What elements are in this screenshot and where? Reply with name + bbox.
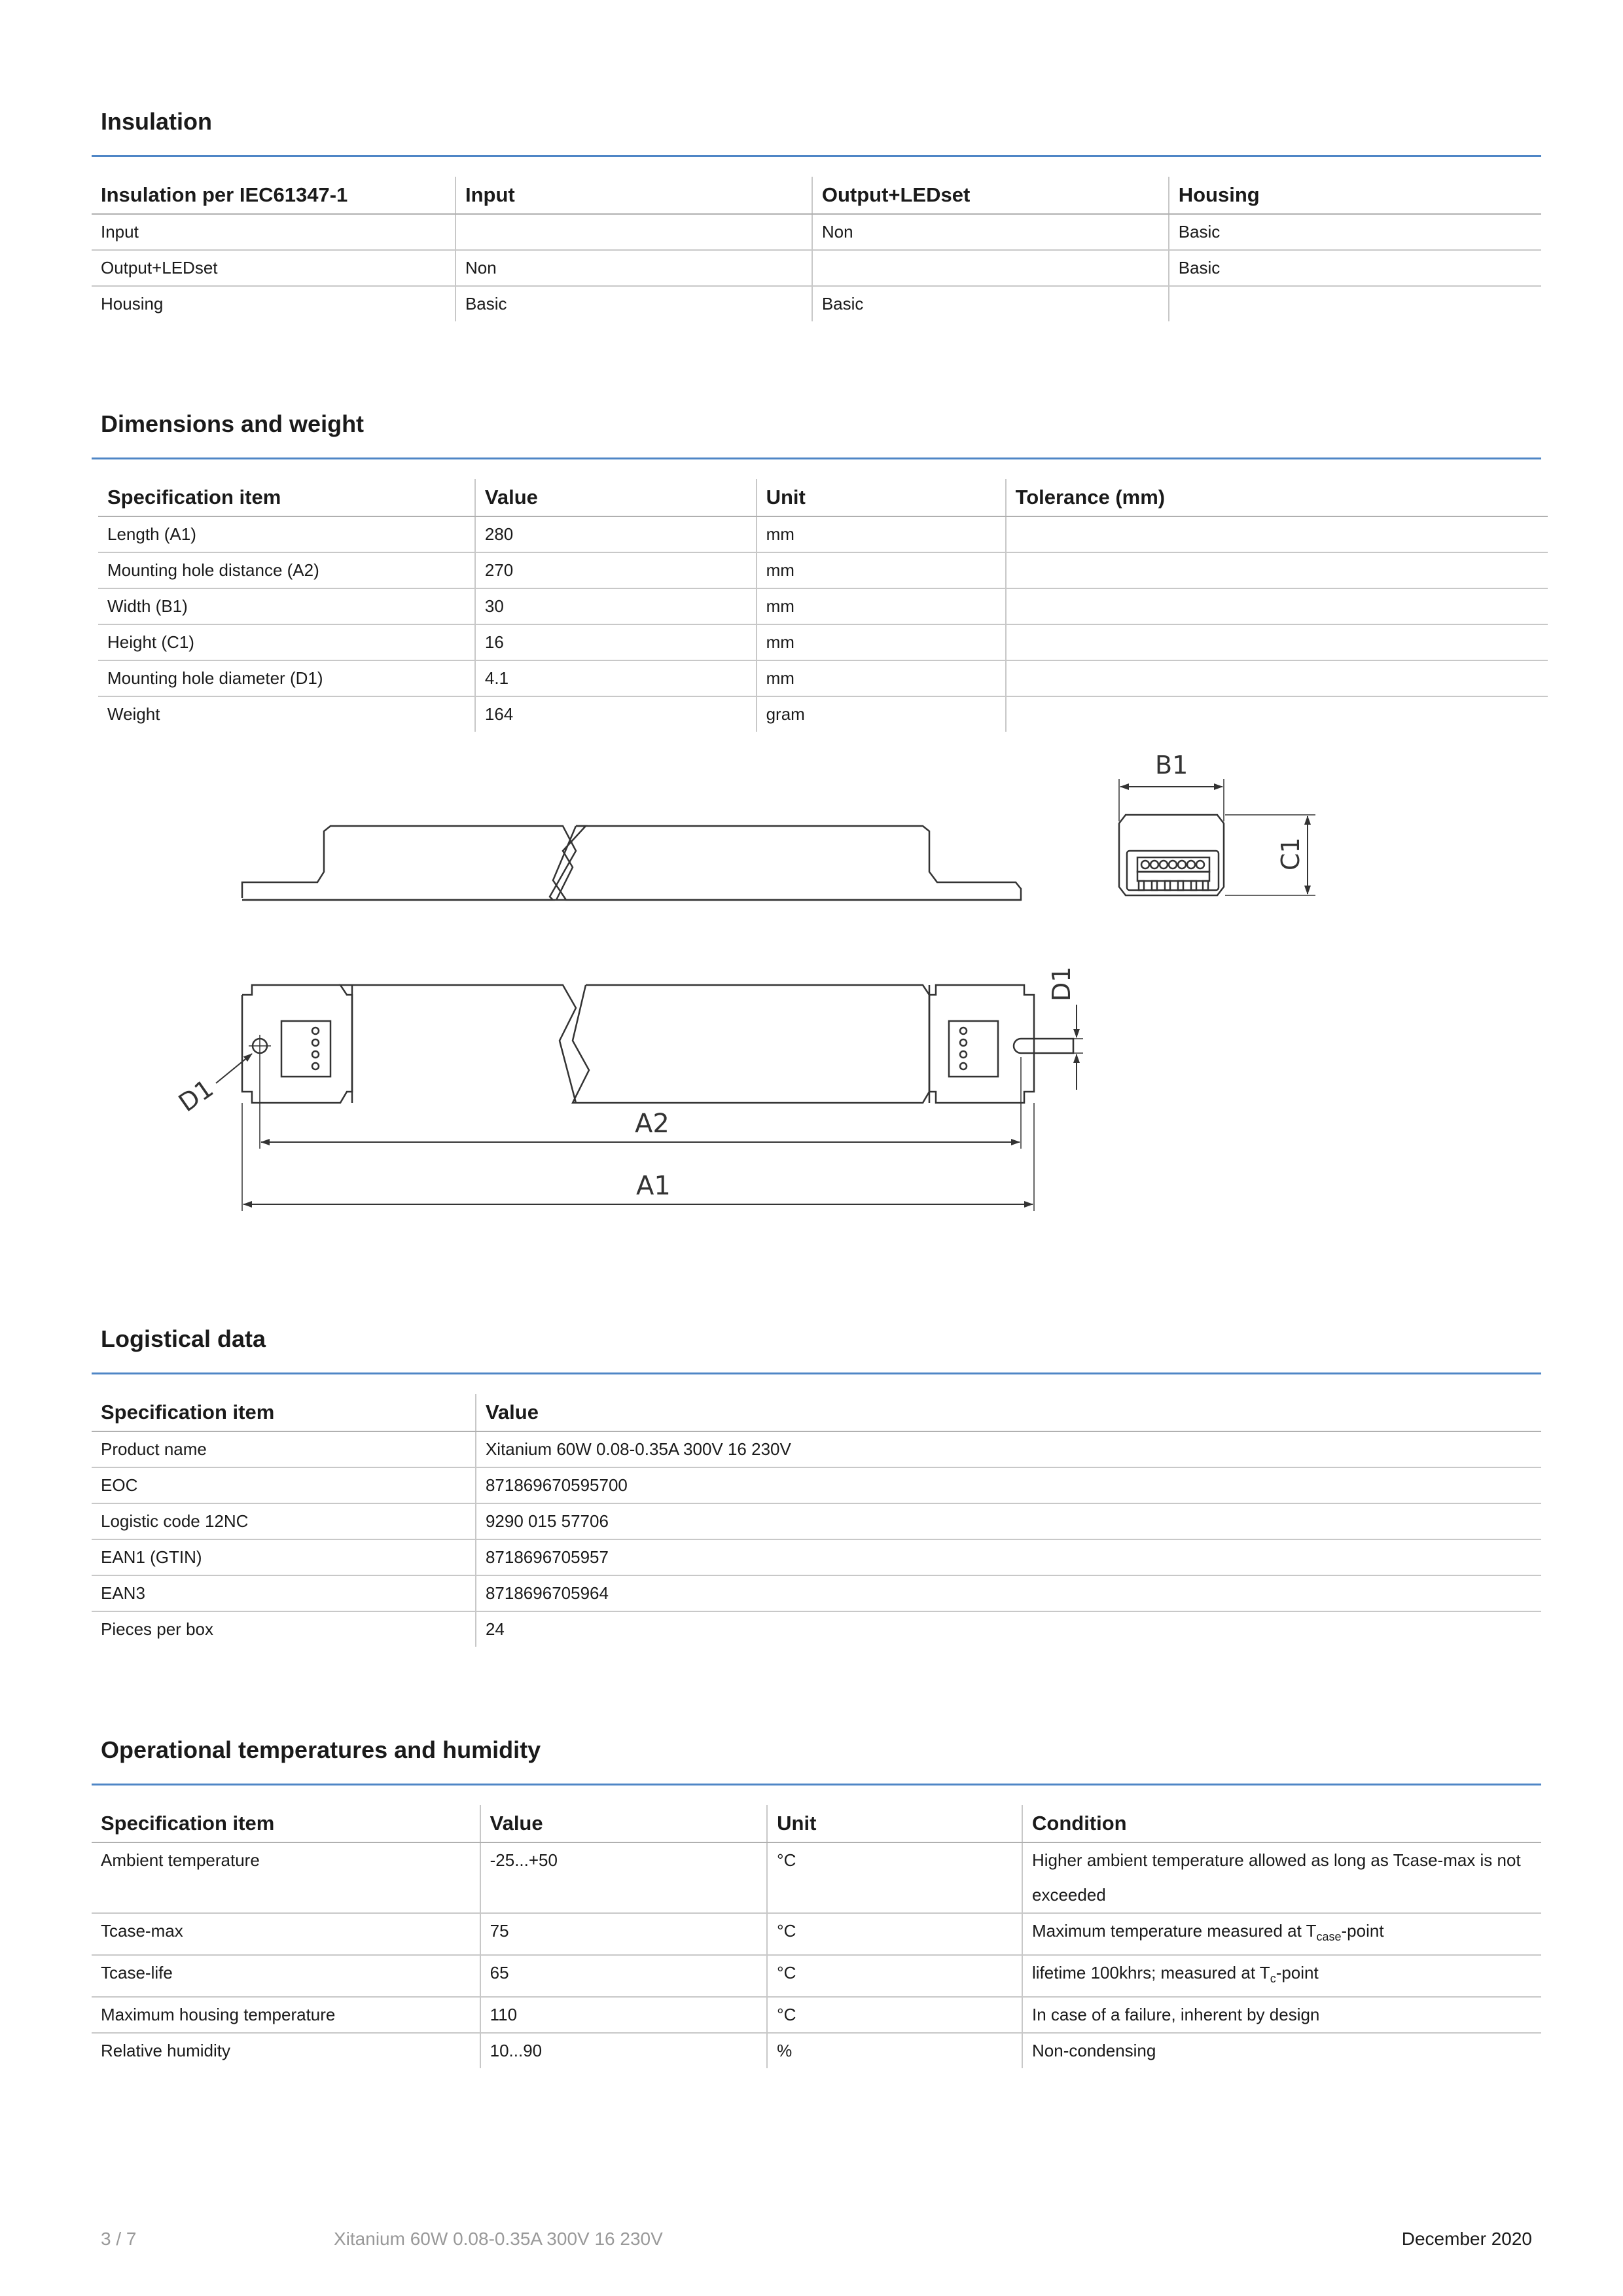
table-cell — [1006, 624, 1548, 660]
column-header: Housing — [1169, 177, 1541, 214]
table-cell: 270 — [475, 552, 757, 588]
d1-top-label: D1 — [1047, 966, 1076, 1001]
table-cell: Maximum housing temperature — [92, 1997, 480, 2033]
dimension-drawing — [0, 733, 1623, 1257]
table-row — [98, 516, 1548, 552]
table-cell: Input — [92, 214, 455, 250]
column-header: Value — [475, 479, 757, 516]
table-cell: -25...+50 — [480, 1842, 768, 1913]
table-cell: °C — [767, 1955, 1022, 1997]
dimensions-table — [98, 479, 1548, 732]
table-row — [98, 696, 1548, 732]
table-cell: °C — [767, 1997, 1022, 2033]
table-row — [92, 1467, 1541, 1503]
column-header: Value — [480, 1805, 768, 1842]
insulation-section — [92, 108, 1541, 321]
column-header: Input — [455, 177, 812, 214]
table-cell: Basic — [1169, 214, 1541, 250]
table-row — [98, 624, 1548, 660]
table-cell: 4.1 — [475, 660, 757, 696]
table-row — [92, 2033, 1541, 2068]
table-cell — [1169, 286, 1541, 321]
table-row — [92, 1431, 1541, 1467]
footer-product-name: Xitanium 60W 0.08-0.35A 300V 16 230V — [334, 2229, 663, 2249]
table-cell: Output+LEDset — [92, 250, 455, 286]
table-cell: °C — [767, 1913, 1022, 1955]
condition-text: -point — [1341, 1921, 1384, 1941]
section-divider — [92, 1372, 1541, 1374]
subscript: case — [1316, 1930, 1342, 1944]
table-header-row — [98, 479, 1548, 516]
column-header: Specification item — [98, 479, 475, 516]
table-cell: Higher ambient temperature allowed as long as Tcase-max is not exceeded — [1022, 1842, 1541, 1913]
table-cell: gram — [757, 696, 1006, 732]
table-cell: Basic — [455, 286, 812, 321]
logistical-table — [92, 1394, 1541, 1647]
table-row — [92, 250, 1541, 286]
table-cell: Basic — [1169, 250, 1541, 286]
table-cell — [1006, 660, 1548, 696]
table-cell: Pieces per box — [101, 1619, 213, 1639]
section-divider — [92, 1784, 1541, 1785]
table-cell: Tcase-max — [92, 1913, 480, 1955]
table-cell: Basic — [812, 286, 1169, 321]
table-cell: EAN1 (GTIN) — [92, 1539, 476, 1575]
table-cell: EOC — [92, 1467, 476, 1503]
table-cell — [1006, 696, 1548, 732]
column-header: Unit — [767, 1805, 1022, 1842]
table-row — [92, 214, 1541, 250]
d1-left-label: D1 — [173, 1073, 219, 1118]
table-cell: 280 — [475, 516, 757, 552]
table-cell: 75 — [480, 1913, 768, 1955]
table-cell — [455, 214, 812, 250]
table-cell: 9290 015 57706 — [476, 1503, 1541, 1539]
table-cell: % — [767, 2033, 1022, 2068]
table-cell: 16 — [475, 624, 757, 660]
table-cell: Non — [455, 250, 812, 286]
table-row — [98, 660, 1548, 696]
table-row — [92, 1503, 1541, 1539]
column-header: Output+LEDset — [812, 177, 1169, 214]
table-cell: Xitanium 60W 0.08-0.35A 300V 16 230V — [476, 1431, 1541, 1467]
table-cell: Mounting hole diameter (D1) — [98, 660, 475, 696]
table-cell: mm — [757, 552, 1006, 588]
table-cell: 110 — [480, 1997, 768, 2033]
table-cell: Relative humidity — [101, 2041, 230, 2061]
table-cell: 8718696705964 — [476, 1575, 1541, 1611]
table-cell: Logistic code 12NC — [92, 1503, 476, 1539]
table-cell: Height (C1) — [98, 624, 475, 660]
table-cell: EAN3 — [92, 1575, 476, 1611]
table-cell: Non — [812, 214, 1169, 250]
condition-text: -point — [1275, 1963, 1319, 1983]
column-header: Specification item — [92, 1805, 480, 1842]
table-row — [92, 286, 1541, 321]
table-cell: 8718696705957 — [476, 1539, 1541, 1575]
table-cell — [1022, 1913, 1541, 1955]
operational-title: Operational temperatures and humidity — [101, 1736, 541, 1763]
table-row — [92, 1539, 1541, 1575]
table-cell: Ambient temperature — [92, 1842, 480, 1913]
table-cell: mm — [757, 660, 1006, 696]
logistical-section — [92, 1325, 1541, 1647]
column-header: Tolerance (mm) — [1006, 479, 1548, 516]
column-header: Specification item — [92, 1394, 476, 1431]
table-cell — [1022, 1955, 1541, 1997]
table-cell — [1006, 552, 1548, 588]
a2-label: A2 — [635, 1109, 669, 1139]
table-cell: mm — [757, 588, 1006, 624]
section-divider — [92, 155, 1541, 157]
column-header: Value — [476, 1394, 1541, 1431]
table-row — [92, 1955, 1541, 1997]
dimensions-section — [92, 410, 1541, 732]
table-cell: In case of a failure, inherent by design — [1022, 1997, 1541, 2033]
table-cell: mm — [757, 624, 1006, 660]
condition-text: lifetime 100khrs; measured at T — [1032, 1963, 1270, 1983]
table-cell: mm — [757, 516, 1006, 552]
operational-table — [92, 1805, 1541, 2068]
table-header-row — [92, 1394, 1541, 1431]
condition-text: Maximum temperature measured at T — [1032, 1921, 1317, 1941]
page-number: 3 / 7 — [101, 2229, 137, 2249]
table-row — [92, 1575, 1541, 1611]
table-cell: °C — [767, 1842, 1022, 1913]
section-divider — [92, 457, 1541, 459]
b1-label: B1 — [1155, 751, 1188, 780]
table-cell: 164 — [475, 696, 757, 732]
table-cell — [812, 250, 1169, 286]
table-cell: 30 — [475, 588, 757, 624]
table-row — [92, 1611, 1541, 1647]
operational-section — [92, 1736, 1541, 2068]
table-row — [98, 552, 1548, 588]
c1-label: C1 — [1276, 837, 1305, 870]
top-view-outline — [242, 985, 1073, 1103]
table-cell: Housing — [101, 294, 164, 314]
table-header-row — [92, 1805, 1541, 1842]
table-row — [98, 588, 1548, 624]
table-cell: Tcase-life — [92, 1955, 480, 1997]
table-cell — [1006, 516, 1548, 552]
table-cell: 65 — [480, 1955, 768, 1997]
column-header: Unit — [757, 479, 1006, 516]
table-row — [92, 1842, 1541, 1913]
table-cell: Non-condensing — [1022, 2033, 1541, 2068]
table-row — [92, 1913, 1541, 1955]
table-cell: Width (B1) — [98, 588, 475, 624]
table-cell: 24 — [476, 1611, 1541, 1647]
table-header-row — [92, 177, 1541, 214]
column-header: Insulation per IEC61347-1 — [92, 177, 455, 214]
subscript: c — [1270, 1972, 1276, 1986]
insulation-title: Insulation — [101, 108, 212, 135]
table-cell — [1006, 588, 1548, 624]
table-cell: 871869670595700 — [476, 1467, 1541, 1503]
footer-date: December 2020 — [1401, 2229, 1532, 2249]
table-row — [92, 1997, 1541, 2033]
end-view-outline — [1119, 779, 1315, 895]
table-cell: 10...90 — [480, 2033, 768, 2068]
table-cell: Weight — [107, 704, 160, 724]
table-cell: Length (A1) — [98, 516, 475, 552]
table-cell: Mounting hole distance (A2) — [98, 552, 475, 588]
logistical-title: Logistical data — [101, 1325, 266, 1352]
dimensions-title: Dimensions and weight — [101, 410, 365, 437]
table-cell: Product name — [92, 1431, 476, 1467]
insulation-table — [92, 177, 1541, 321]
a1-label: A1 — [636, 1171, 671, 1201]
side-view-outline — [242, 826, 1021, 900]
column-header: Condition — [1022, 1805, 1541, 1842]
